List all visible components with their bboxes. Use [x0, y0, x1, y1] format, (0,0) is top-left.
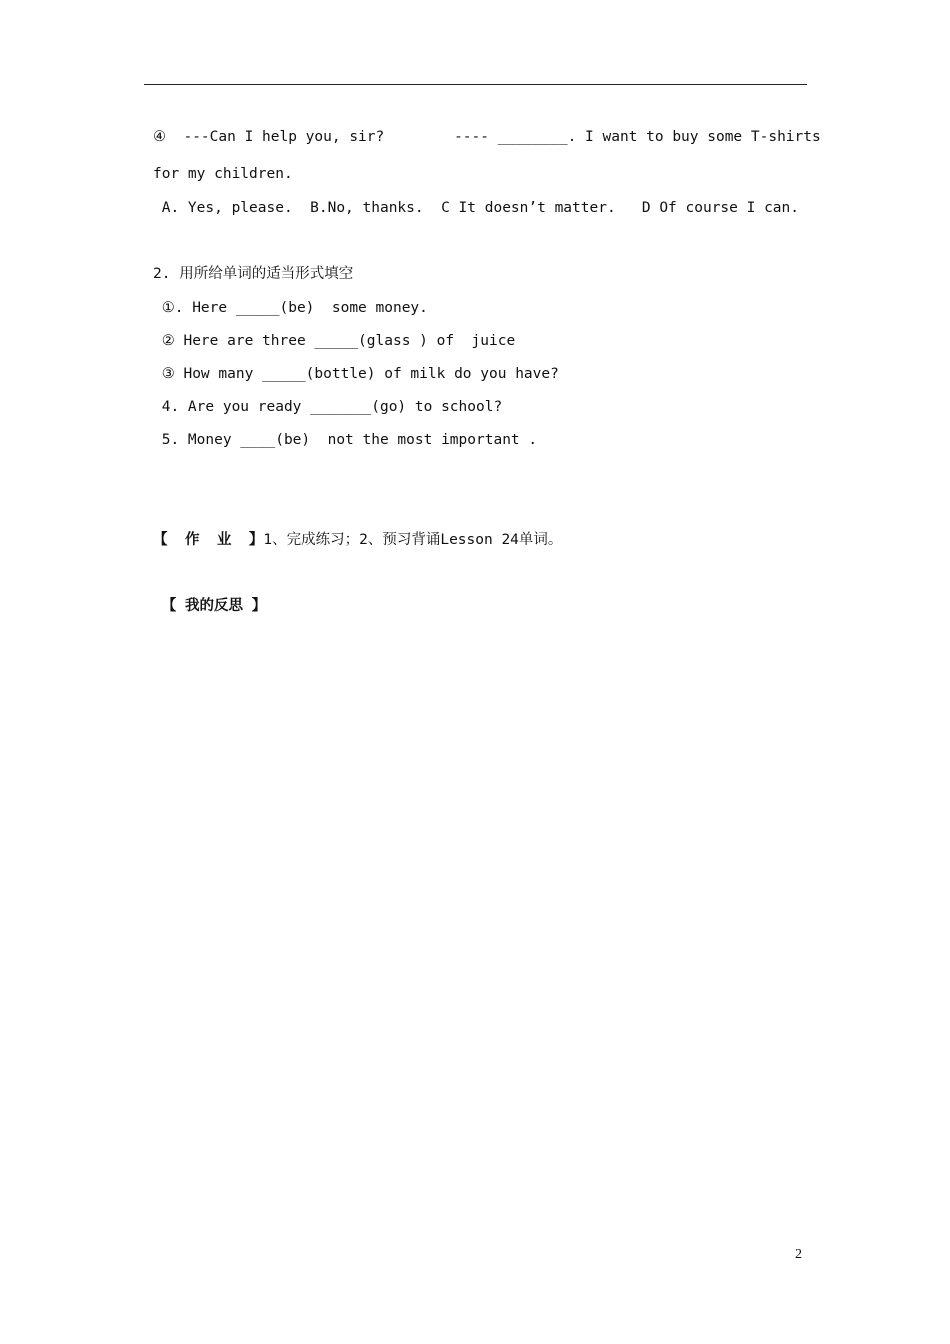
question-4-line-1: ④ ---Can I help you, sir? ---- ________. I want to buy some T-shirts: [153, 129, 821, 145]
section-2-heading: 2. 用所给单词的适当形式填空: [153, 266, 354, 282]
fill-blank-item-4: 4. Are you ready _______(go) to school?: [153, 399, 503, 415]
header-rule: [144, 84, 807, 85]
homework-line: [153, 530, 562, 550]
homework-label: 【 作 业 】: [153, 532, 264, 548]
page-number: 2: [795, 1247, 802, 1262]
fill-blank-item-3: ③ How many _____(bottle) of milk do you have?: [153, 366, 559, 382]
question-4-options: A. Yes, please. B.No, thanks. C It doesn’t matter. D Of course I can.: [153, 200, 800, 216]
question-4-line-2: for my children.: [153, 166, 293, 182]
fill-blank-item-1: ①. Here _____(be) some money.: [153, 300, 428, 316]
fill-blank-item-2: ② Here are three _____(glass ) of juice: [153, 333, 516, 349]
reflection-label: 【 我的反思 】: [153, 598, 267, 614]
fill-blank-item-5: 5. Money ____(be) not the most important .: [153, 432, 538, 448]
homework-text: 1、完成练习；2、预习背诵Lesson 24单词。: [263, 532, 563, 548]
